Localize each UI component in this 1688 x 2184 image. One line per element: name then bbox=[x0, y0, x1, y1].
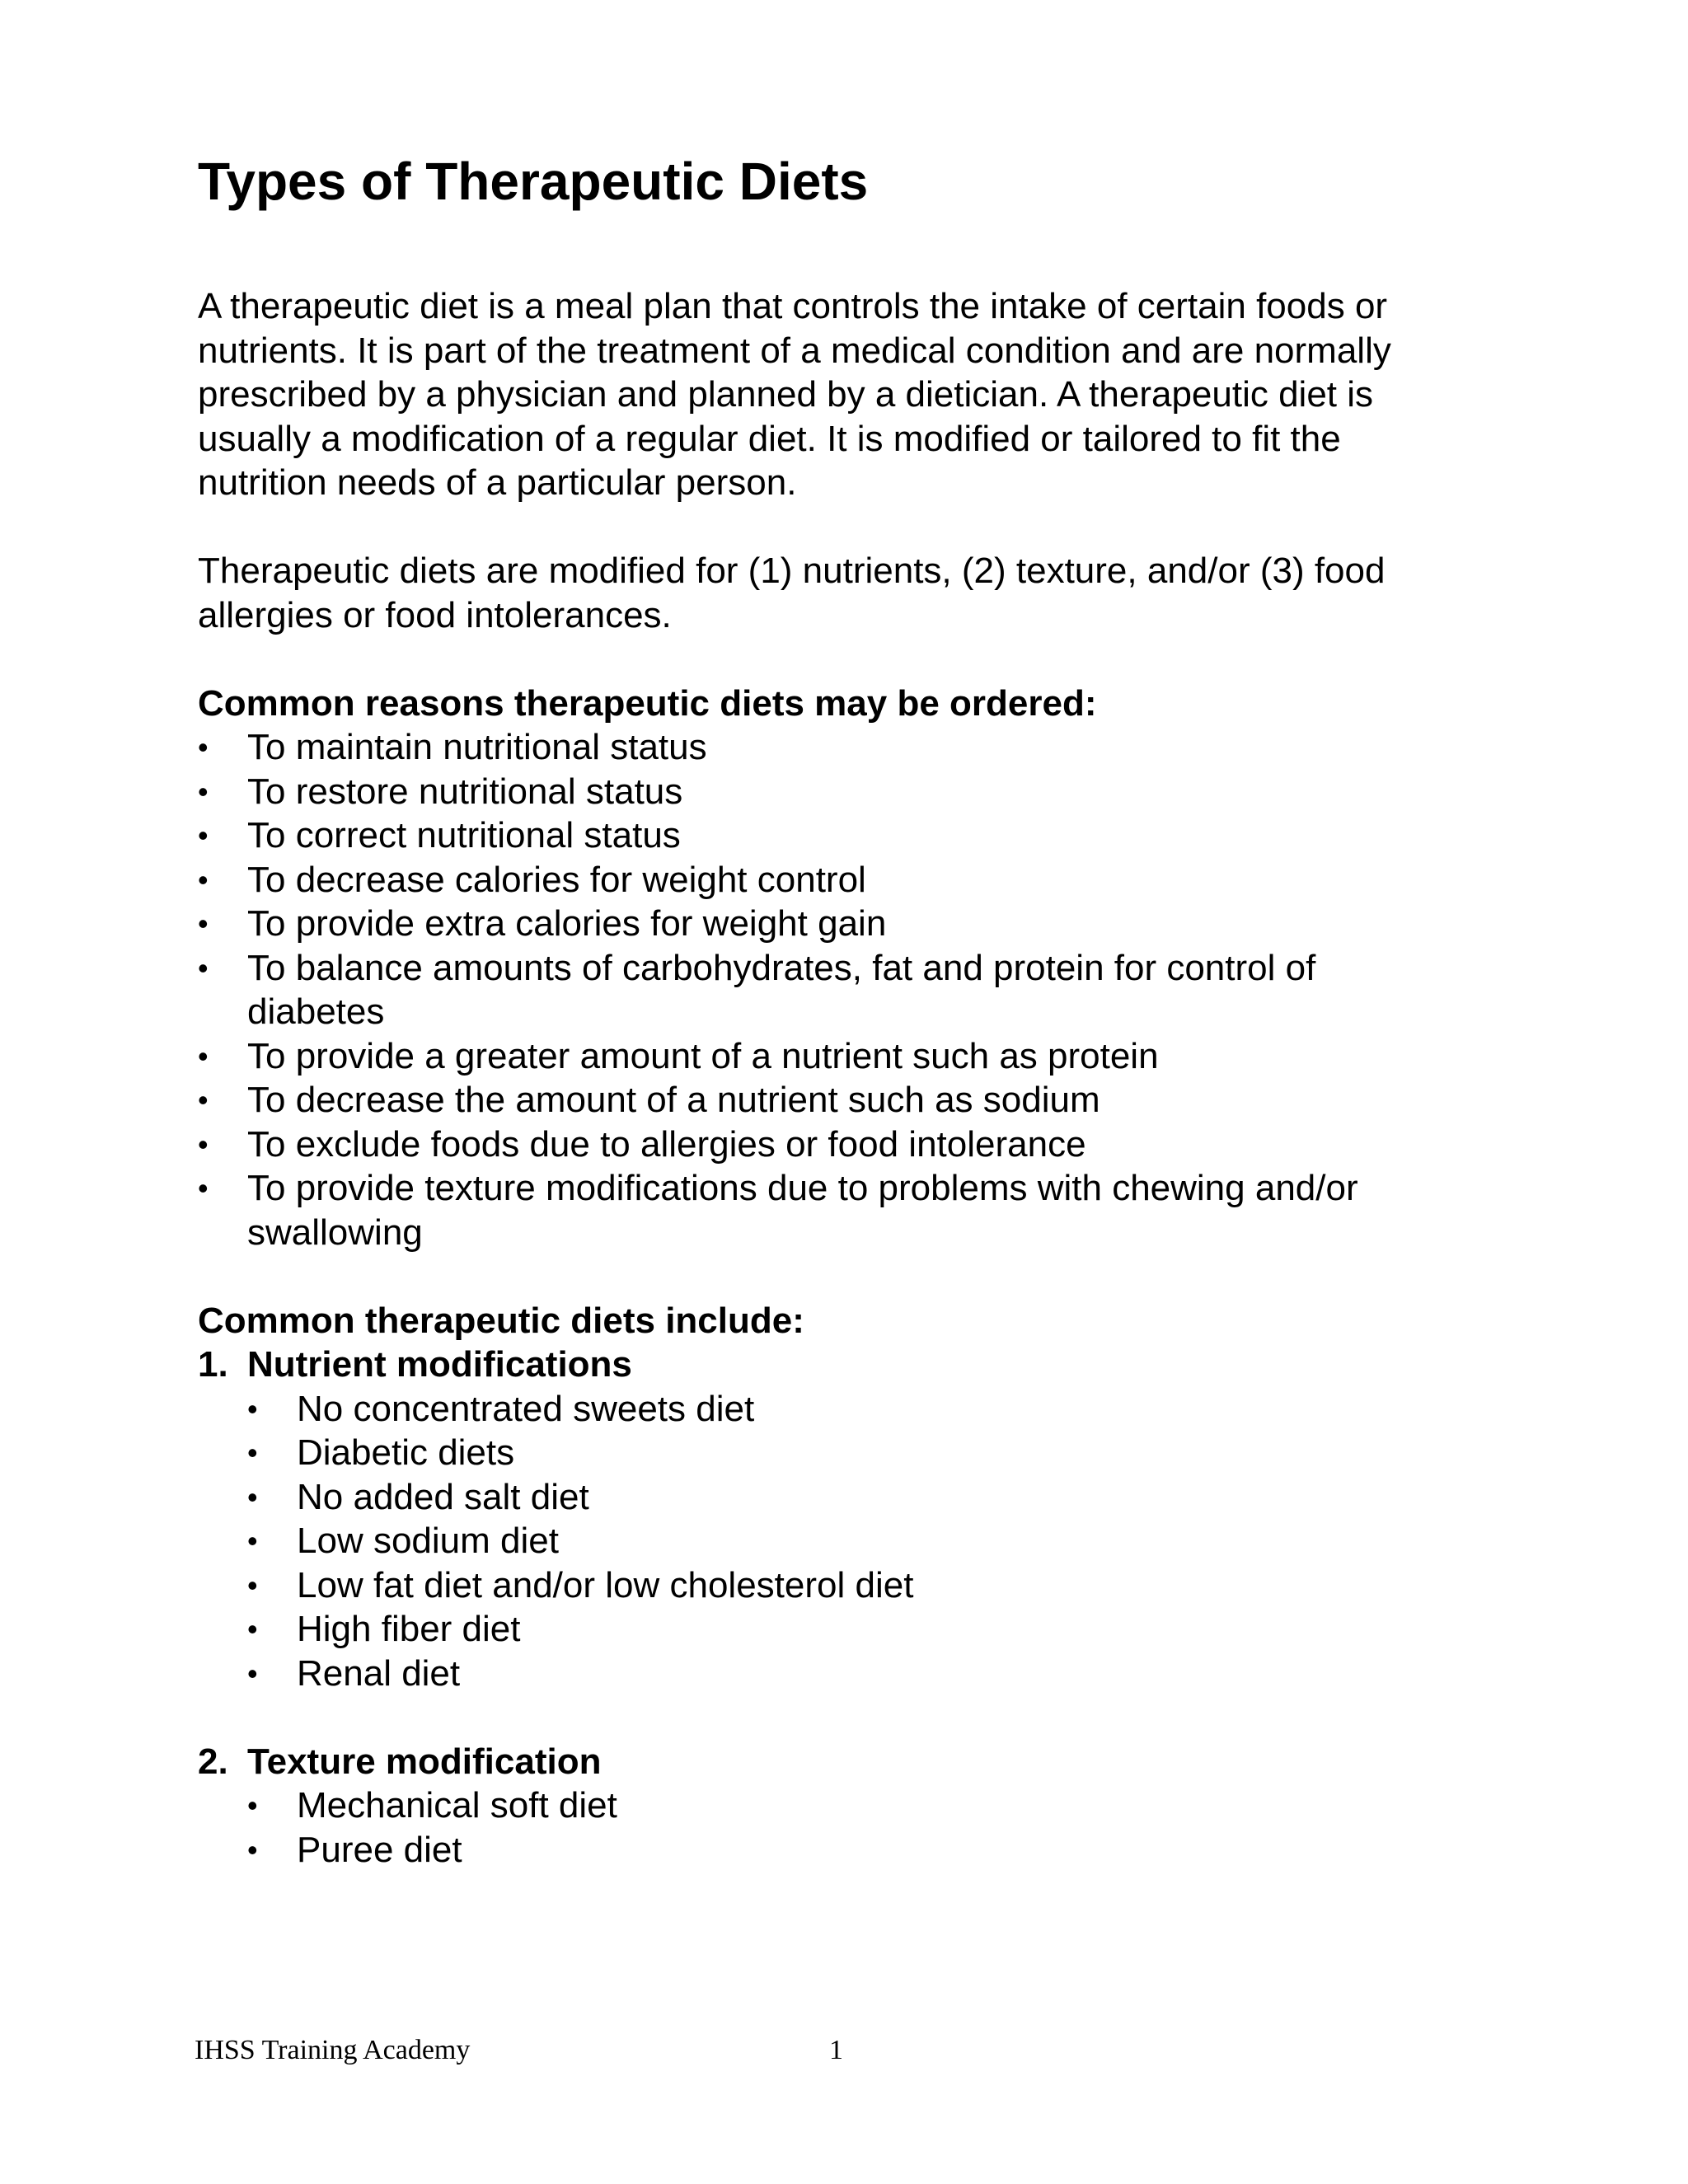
intro-paragraph bbox=[198, 284, 1517, 505]
list-item: • High fiber diet bbox=[198, 1607, 1517, 1652]
intro-line: nutrition needs of a particular person. bbox=[198, 462, 797, 503]
list-item: • Renal diet bbox=[198, 1652, 1517, 1696]
intro-line: nutrients. It is part of the treatment of a medical condition and are normally bbox=[198, 330, 1391, 371]
list-item: • To provide texture modifications due to problems with chewing and/or swallowing bbox=[198, 1166, 1517, 1254]
group-number: 1. bbox=[198, 1344, 228, 1385]
document-body bbox=[198, 148, 1517, 1872]
list-item: • Low fat diet and/or low cholesterol diet bbox=[198, 1563, 1517, 1608]
group-label: Texture modification bbox=[247, 1741, 602, 1782]
reasons-heading: Common reasons therapeutic diets may be ordered: bbox=[198, 682, 1097, 724]
page-title: Types of Therapeutic Diets bbox=[198, 152, 869, 211]
list-item: • To correct nutritional status bbox=[198, 813, 1517, 858]
texture-modification-list bbox=[198, 1783, 1517, 1872]
list-item: • To maintain nutritional status bbox=[198, 725, 1517, 770]
nutrient-modifications-heading bbox=[198, 1343, 1517, 1387]
modification-paragraph bbox=[198, 549, 1517, 637]
list-item: • To decrease the amount of a nutrient such as sodium bbox=[198, 1078, 1517, 1122]
paragraph-line: Therapeutic diets are modified for (1) nutrients, (2) texture, and/or (3) food bbox=[198, 551, 1386, 591]
list-item: • No concentrated sweets diet bbox=[198, 1387, 1517, 1432]
intro-line: prescribed by a physician and planned by a dietician. A therapeutic diet is bbox=[198, 374, 1374, 415]
texture-modification-heading bbox=[198, 1740, 1517, 1784]
list-item: • Puree diet bbox=[198, 1828, 1517, 1872]
list-item: • Low sodium diet bbox=[198, 1519, 1517, 1563]
paragraph-line: allergies or food intolerances. bbox=[198, 594, 672, 635]
list-item: • Diabetic diets bbox=[198, 1431, 1517, 1475]
list-item: • No added salt diet bbox=[198, 1475, 1517, 1520]
list-item: • Mechanical soft diet bbox=[198, 1783, 1517, 1828]
page-footer bbox=[195, 2030, 1513, 2071]
spacer bbox=[198, 1695, 1517, 1740]
list-item: • To restore nutritional status bbox=[198, 770, 1517, 814]
list-item: • To exclude foods due to allergies or food intolerance bbox=[198, 1122, 1517, 1167]
nutrient-modifications-list bbox=[198, 1387, 1517, 1696]
list-item: • To provide extra calories for weight gain bbox=[198, 902, 1517, 946]
intro-line: usually a modification of a regular diet. It is modified or tailored to fit the bbox=[198, 418, 1341, 459]
group-label: Nutrient modifications bbox=[247, 1344, 632, 1385]
footer-organization: IHSS Training Academy bbox=[195, 2035, 471, 2065]
list-item: • To provide a greater amount of a nutrient such as protein bbox=[198, 1034, 1517, 1079]
list-item: • To decrease calories for weight control bbox=[198, 858, 1517, 902]
page-number: 1 bbox=[829, 2035, 843, 2065]
reasons-list bbox=[198, 725, 1517, 1254]
diets-heading: Common therapeutic diets include: bbox=[198, 1300, 804, 1341]
group-number: 2. bbox=[198, 1741, 228, 1782]
list-item: • To balance amounts of carbohydrates, fat and protein for control of diabetes bbox=[198, 946, 1517, 1034]
intro-line: A therapeutic diet is a meal plan that controls the intake of certain foods or bbox=[198, 286, 1388, 326]
